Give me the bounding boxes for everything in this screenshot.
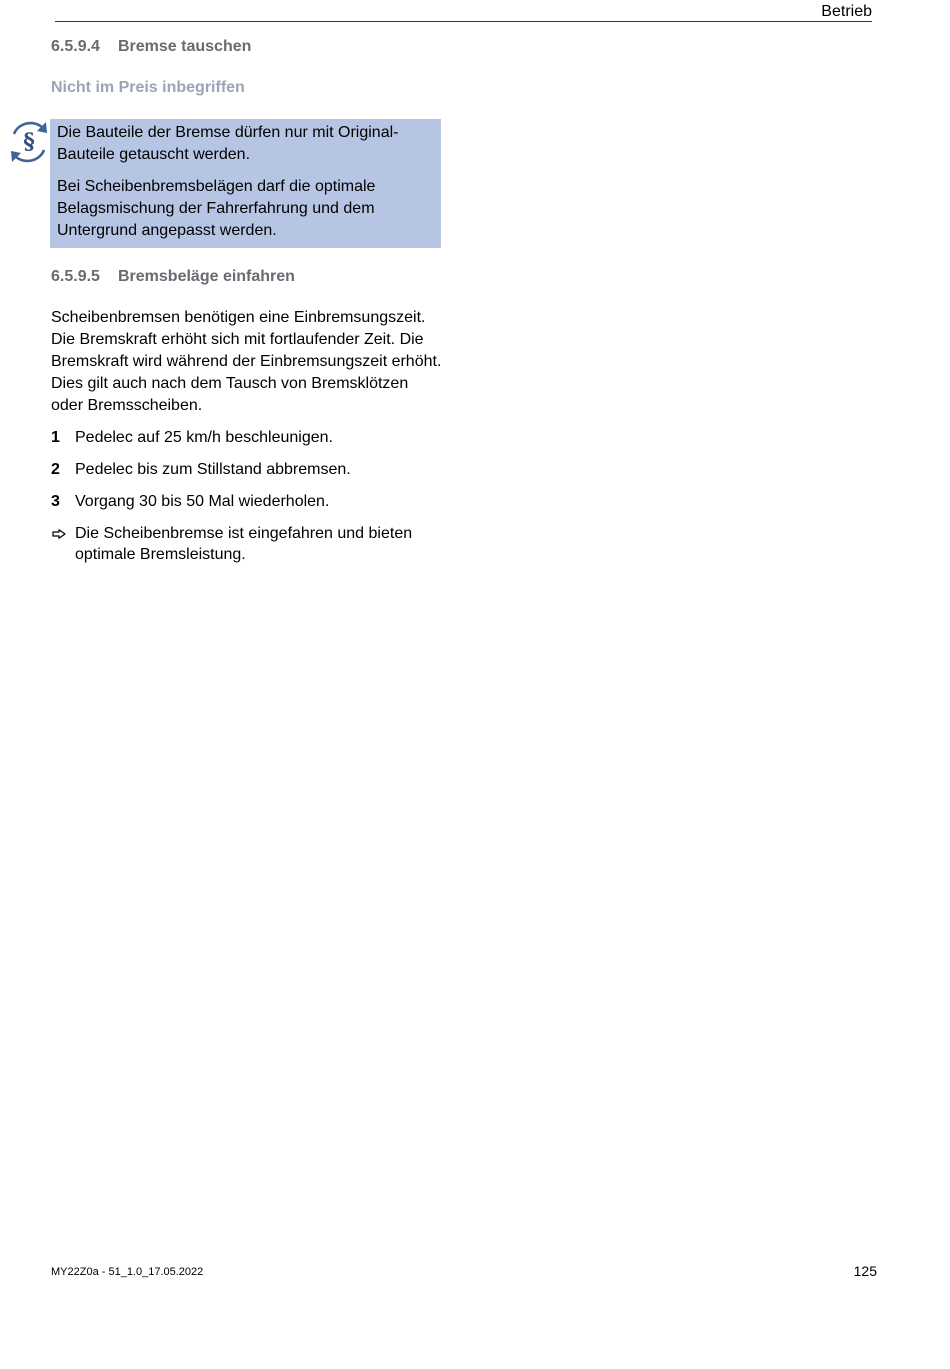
step-number: 1 [51,429,60,446]
step-item [51,491,443,513]
step-number: 2 [51,461,60,478]
section-heading-bremse-tauschen [51,37,251,57]
result-text: Die Scheibenbremse ist eingefahren und bieten optimale Bremsleistung. [75,525,413,563]
step-item [51,459,443,481]
running-header: Betrieb [821,3,872,20]
header-rule [55,21,872,22]
result-arrow-icon [51,523,75,565]
section-title: Bremse tauschen [118,38,252,55]
step-text: Pedelec auf 25 km/h beschleunigen. [75,429,333,446]
step-item [51,427,443,449]
step-text: Vorgang 30 bis 50 Mal wiederholen. [75,493,330,510]
section-title: Bremsbeläge einfahren [118,268,295,285]
section-number: 6.5.9.4 [51,38,100,55]
step-number: 3 [51,493,60,510]
footer-document-code: MY22Z0a - 51_1.0_17.05.2022 [51,1266,204,1278]
section-heading-bremsbelaege-einfahren [51,267,295,287]
section-number: 6.5.9.5 [51,268,100,285]
svg-text:§: § [23,129,35,155]
paragraph-law-icon [10,117,48,167]
notice-paragraph: Die Bauteile der Bremse dürfen nur mit Original-Bauteile getauscht werden. [57,124,399,163]
page-number: 125 [853,1263,877,1279]
notice-title: Nicht im Preis inbegriffen [51,79,245,96]
result-item [51,523,443,565]
notice-paragraph: Bei Scheibenbremsbelägen darf die optimale Belagsmischung der Fahrerfahrung und dem Untergrund angepasst werden. [57,178,376,239]
notice-box [50,119,441,248]
step-text: Pedelec bis zum Stillstand abbremsen. [75,461,351,478]
intro-paragraph: Scheibenbremsen benötigen eine Einbremsungszeit. Die Bremskraft erhöht sich mit fortlaufender Zeit. Die Bremskraft wird während der Einbremsungszeit erhöht. Dies gilt auch nach dem Tausch von Bremsklötzen oder Bremsscheiben. [51,309,442,414]
